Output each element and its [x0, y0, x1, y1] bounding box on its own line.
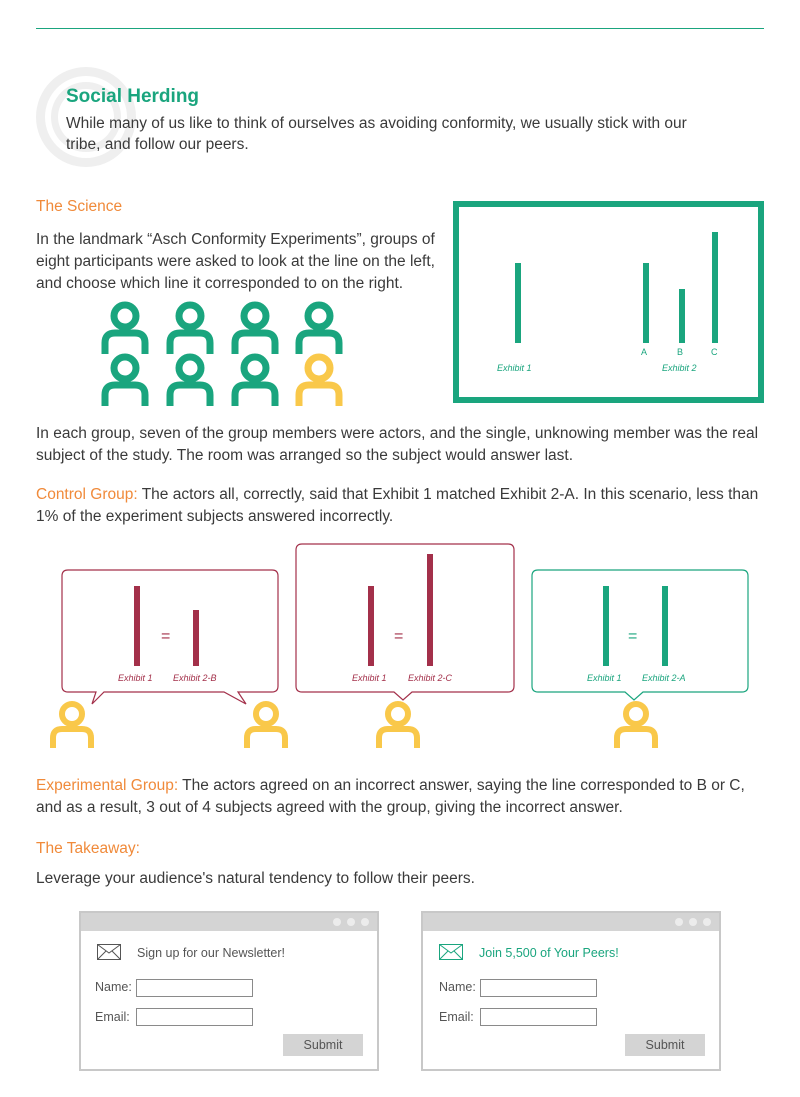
bubble3-equals: = [628, 628, 638, 645]
subject-icon-4 [617, 704, 655, 748]
window-titlebar [81, 913, 377, 931]
page-title: Social Herding [66, 86, 200, 107]
bubble2-exhibit2-line [427, 554, 433, 666]
bubble2-right-label: Exhibit 2-C [408, 673, 453, 683]
bubbles-illustration [0, 540, 800, 760]
window-dot-icon [347, 918, 355, 926]
actor-icon [235, 357, 275, 406]
window-dot-icon [675, 918, 683, 926]
line-b-label: B [677, 347, 684, 357]
exhibit2-line-c [712, 232, 718, 343]
exhibit2-label: Exhibit 2 [662, 363, 697, 373]
top-rule [36, 28, 764, 29]
experimental-label: Experimental Group: [36, 777, 179, 794]
form-title: Join 5,500 of Your Peers! [479, 946, 619, 960]
actor-icon [170, 305, 210, 354]
newsletter-form-window [79, 911, 379, 1071]
takeaway-heading: The Takeaway: [36, 840, 140, 857]
group-text: In each group, seven of the group members were actors, and the single, unknowing member was the real subject of the study. The room was arranged so the subject would answer last. [36, 425, 759, 464]
window-dot-icon [333, 918, 341, 926]
envelope-icon [97, 944, 121, 960]
subject-icon [299, 357, 339, 406]
subject-icon-3 [379, 704, 417, 748]
bubble1-right-label: Exhibit 2-B [173, 673, 217, 683]
exhibit-panel [453, 201, 764, 403]
name-input[interactable] [136, 979, 253, 997]
bubble1-equals: = [161, 628, 171, 645]
bubble3-left-label: Exhibit 1 [587, 673, 622, 683]
experimental-text: The actors agreed on an incorrect answer, saying the line corresponded to B or C, and as a result, 3 out of 4 subjects agreed with the group, giving the incorrect answer. [36, 777, 745, 816]
control-text: The actors all, correctly, said that Exhibit 1 matched Exhibit 2-A. In this scenario, less than 1% of the experiment subjects answered incorrectly. [36, 486, 759, 525]
email-label: Email: [439, 1010, 474, 1024]
envelope-icon [439, 944, 463, 960]
participants-grid [95, 300, 365, 412]
name-input[interactable] [480, 979, 597, 997]
exhibit2-line-b [679, 289, 685, 343]
actor-icon [105, 305, 145, 354]
subject-icon-1 [53, 704, 91, 748]
form-title: Sign up for our Newsletter! [137, 946, 285, 960]
window-dot-icon [361, 918, 369, 926]
line-c-label: C [711, 347, 718, 357]
actor-icon [105, 357, 145, 406]
email-input[interactable] [480, 1008, 597, 1026]
bubble1-exhibit2-line [193, 610, 199, 666]
science-text: In the landmark “Asch Conformity Experiments”, groups of eight participants were asked to look at the line on the left, and choose which line it corresponded to on the right. [36, 231, 435, 292]
peers-form-window [421, 911, 721, 1071]
actor-icon [299, 305, 339, 354]
bubble1-exhibit1-line [134, 586, 140, 666]
bubble2-exhibit1-line [368, 586, 374, 666]
speech-bubble-2 [296, 544, 514, 700]
exhibit1-label: Exhibit 1 [497, 363, 532, 373]
email-label: Email: [95, 1010, 130, 1024]
bubble2-equals: = [394, 628, 404, 645]
actor-icon [170, 357, 210, 406]
intro-text: While many of us like to think of ourselves as avoiding conformity, we usually stick with our tribe, and follow our peers. [66, 115, 687, 153]
window-dot-icon [689, 918, 697, 926]
control-paragraph [36, 484, 771, 528]
control-label: Control Group: [36, 486, 138, 503]
window-titlebar [423, 913, 719, 931]
bubble3-right-label: Exhibit 2-A [642, 673, 686, 683]
submit-button[interactable]: Submit [283, 1034, 363, 1056]
actor-icon [235, 305, 275, 354]
speech-bubble-3 [532, 570, 748, 700]
name-label: Name: [95, 980, 132, 994]
bubble3-exhibit1-line [603, 586, 609, 666]
name-label: Name: [439, 980, 476, 994]
bubble3-exhibit2-line [662, 586, 668, 666]
takeaway-text: Leverage your audience's natural tendency to follow their peers. [36, 870, 475, 887]
experimental-paragraph [36, 775, 771, 819]
email-input[interactable] [136, 1008, 253, 1026]
science-heading: The Science [36, 198, 123, 215]
line-a-label: A [641, 347, 648, 357]
exhibit2-line-a [643, 263, 649, 343]
submit-button[interactable]: Submit [625, 1034, 705, 1056]
bubble1-left-label: Exhibit 1 [118, 673, 153, 683]
window-dot-icon [703, 918, 711, 926]
subject-icon-2 [247, 704, 285, 748]
exhibit1-line [515, 263, 521, 343]
bubble2-left-label: Exhibit 1 [352, 673, 387, 683]
